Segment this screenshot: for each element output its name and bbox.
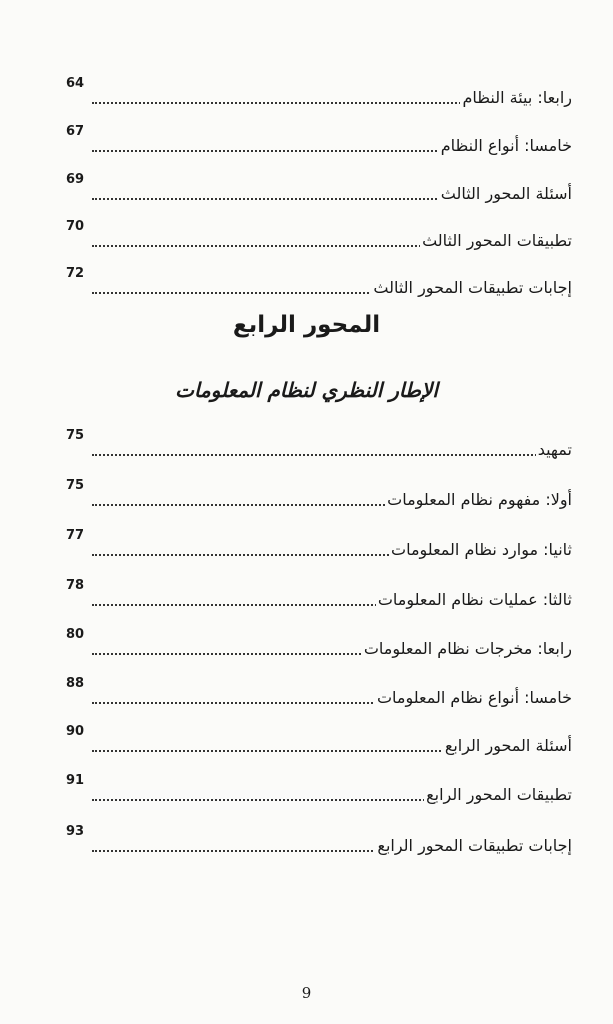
toc-page-number: 90 bbox=[66, 724, 85, 739]
toc-page-number: 77 bbox=[66, 528, 85, 543]
toc-entry bbox=[66, 174, 572, 204]
toc-entry bbox=[66, 268, 572, 298]
toc-entry bbox=[66, 126, 572, 156]
toc-page-number: 93 bbox=[66, 824, 85, 839]
toc-entry-title: تمهيد bbox=[537, 440, 572, 459]
toc-page-number: 67 bbox=[66, 124, 85, 139]
toc-entry bbox=[66, 480, 572, 510]
toc-entry-title: تطبيقات المحور الرابع bbox=[426, 785, 572, 804]
toc-page-number: 91 bbox=[66, 773, 85, 788]
dotted-leader bbox=[92, 454, 572, 456]
toc-entry bbox=[66, 580, 572, 610]
toc-entry-title: رابعا: مخرجات نظام المعلومات bbox=[363, 639, 572, 658]
section-title: الإطار النظري لنظام المعلومات bbox=[175, 378, 438, 402]
toc-page-number: 70 bbox=[66, 219, 85, 234]
toc-page-number: 88 bbox=[66, 676, 85, 691]
section-heading: المحور الرابع bbox=[232, 312, 381, 338]
toc-entry-title: إجابات تطبيقات المحور الثالث bbox=[373, 278, 572, 297]
toc-entry bbox=[66, 530, 572, 560]
page-number: 9 bbox=[301, 984, 312, 1002]
toc-page-number: 72 bbox=[66, 266, 85, 281]
toc-entry-title: إجابات تطبيقات المحور الرابع bbox=[377, 836, 572, 855]
toc-entry bbox=[66, 430, 572, 460]
toc-page-number: 78 bbox=[66, 578, 85, 593]
toc-entry-title: تطبيقات المحور الثالث bbox=[422, 231, 572, 250]
toc-entry bbox=[66, 678, 572, 708]
toc-entry-title: أولا: مفهوم نظام المعلومات bbox=[387, 490, 572, 509]
toc-page-number: 80 bbox=[66, 627, 85, 642]
toc-entry bbox=[66, 775, 572, 805]
toc-entry bbox=[66, 78, 572, 108]
toc-entry bbox=[66, 826, 572, 856]
toc-page-number: 75 bbox=[66, 478, 85, 493]
toc-entry-title: أسئلة المحور الرابع bbox=[444, 736, 572, 755]
toc-entry bbox=[66, 221, 572, 251]
toc-page-number: 64 bbox=[66, 76, 85, 91]
toc-entry-title: ثانيا: موارد نظام المعلومات bbox=[391, 540, 572, 559]
toc-entry-title: خامسا: أنواع النظام bbox=[440, 136, 572, 155]
toc-entry-title: أسئلة المحور الثالث bbox=[440, 184, 572, 203]
toc-page-number: 75 bbox=[66, 428, 85, 443]
toc-entry-title: رابعا: بيئة النظام bbox=[462, 88, 572, 107]
toc-entry bbox=[66, 629, 572, 659]
toc-page-number: 69 bbox=[66, 172, 85, 187]
toc-entry bbox=[66, 726, 572, 756]
toc-entry-title: ثالثا: عمليات نظام المعلومات bbox=[377, 590, 572, 609]
toc-entry-title: خامسا: أنواع نظام المعلومات bbox=[376, 688, 572, 707]
